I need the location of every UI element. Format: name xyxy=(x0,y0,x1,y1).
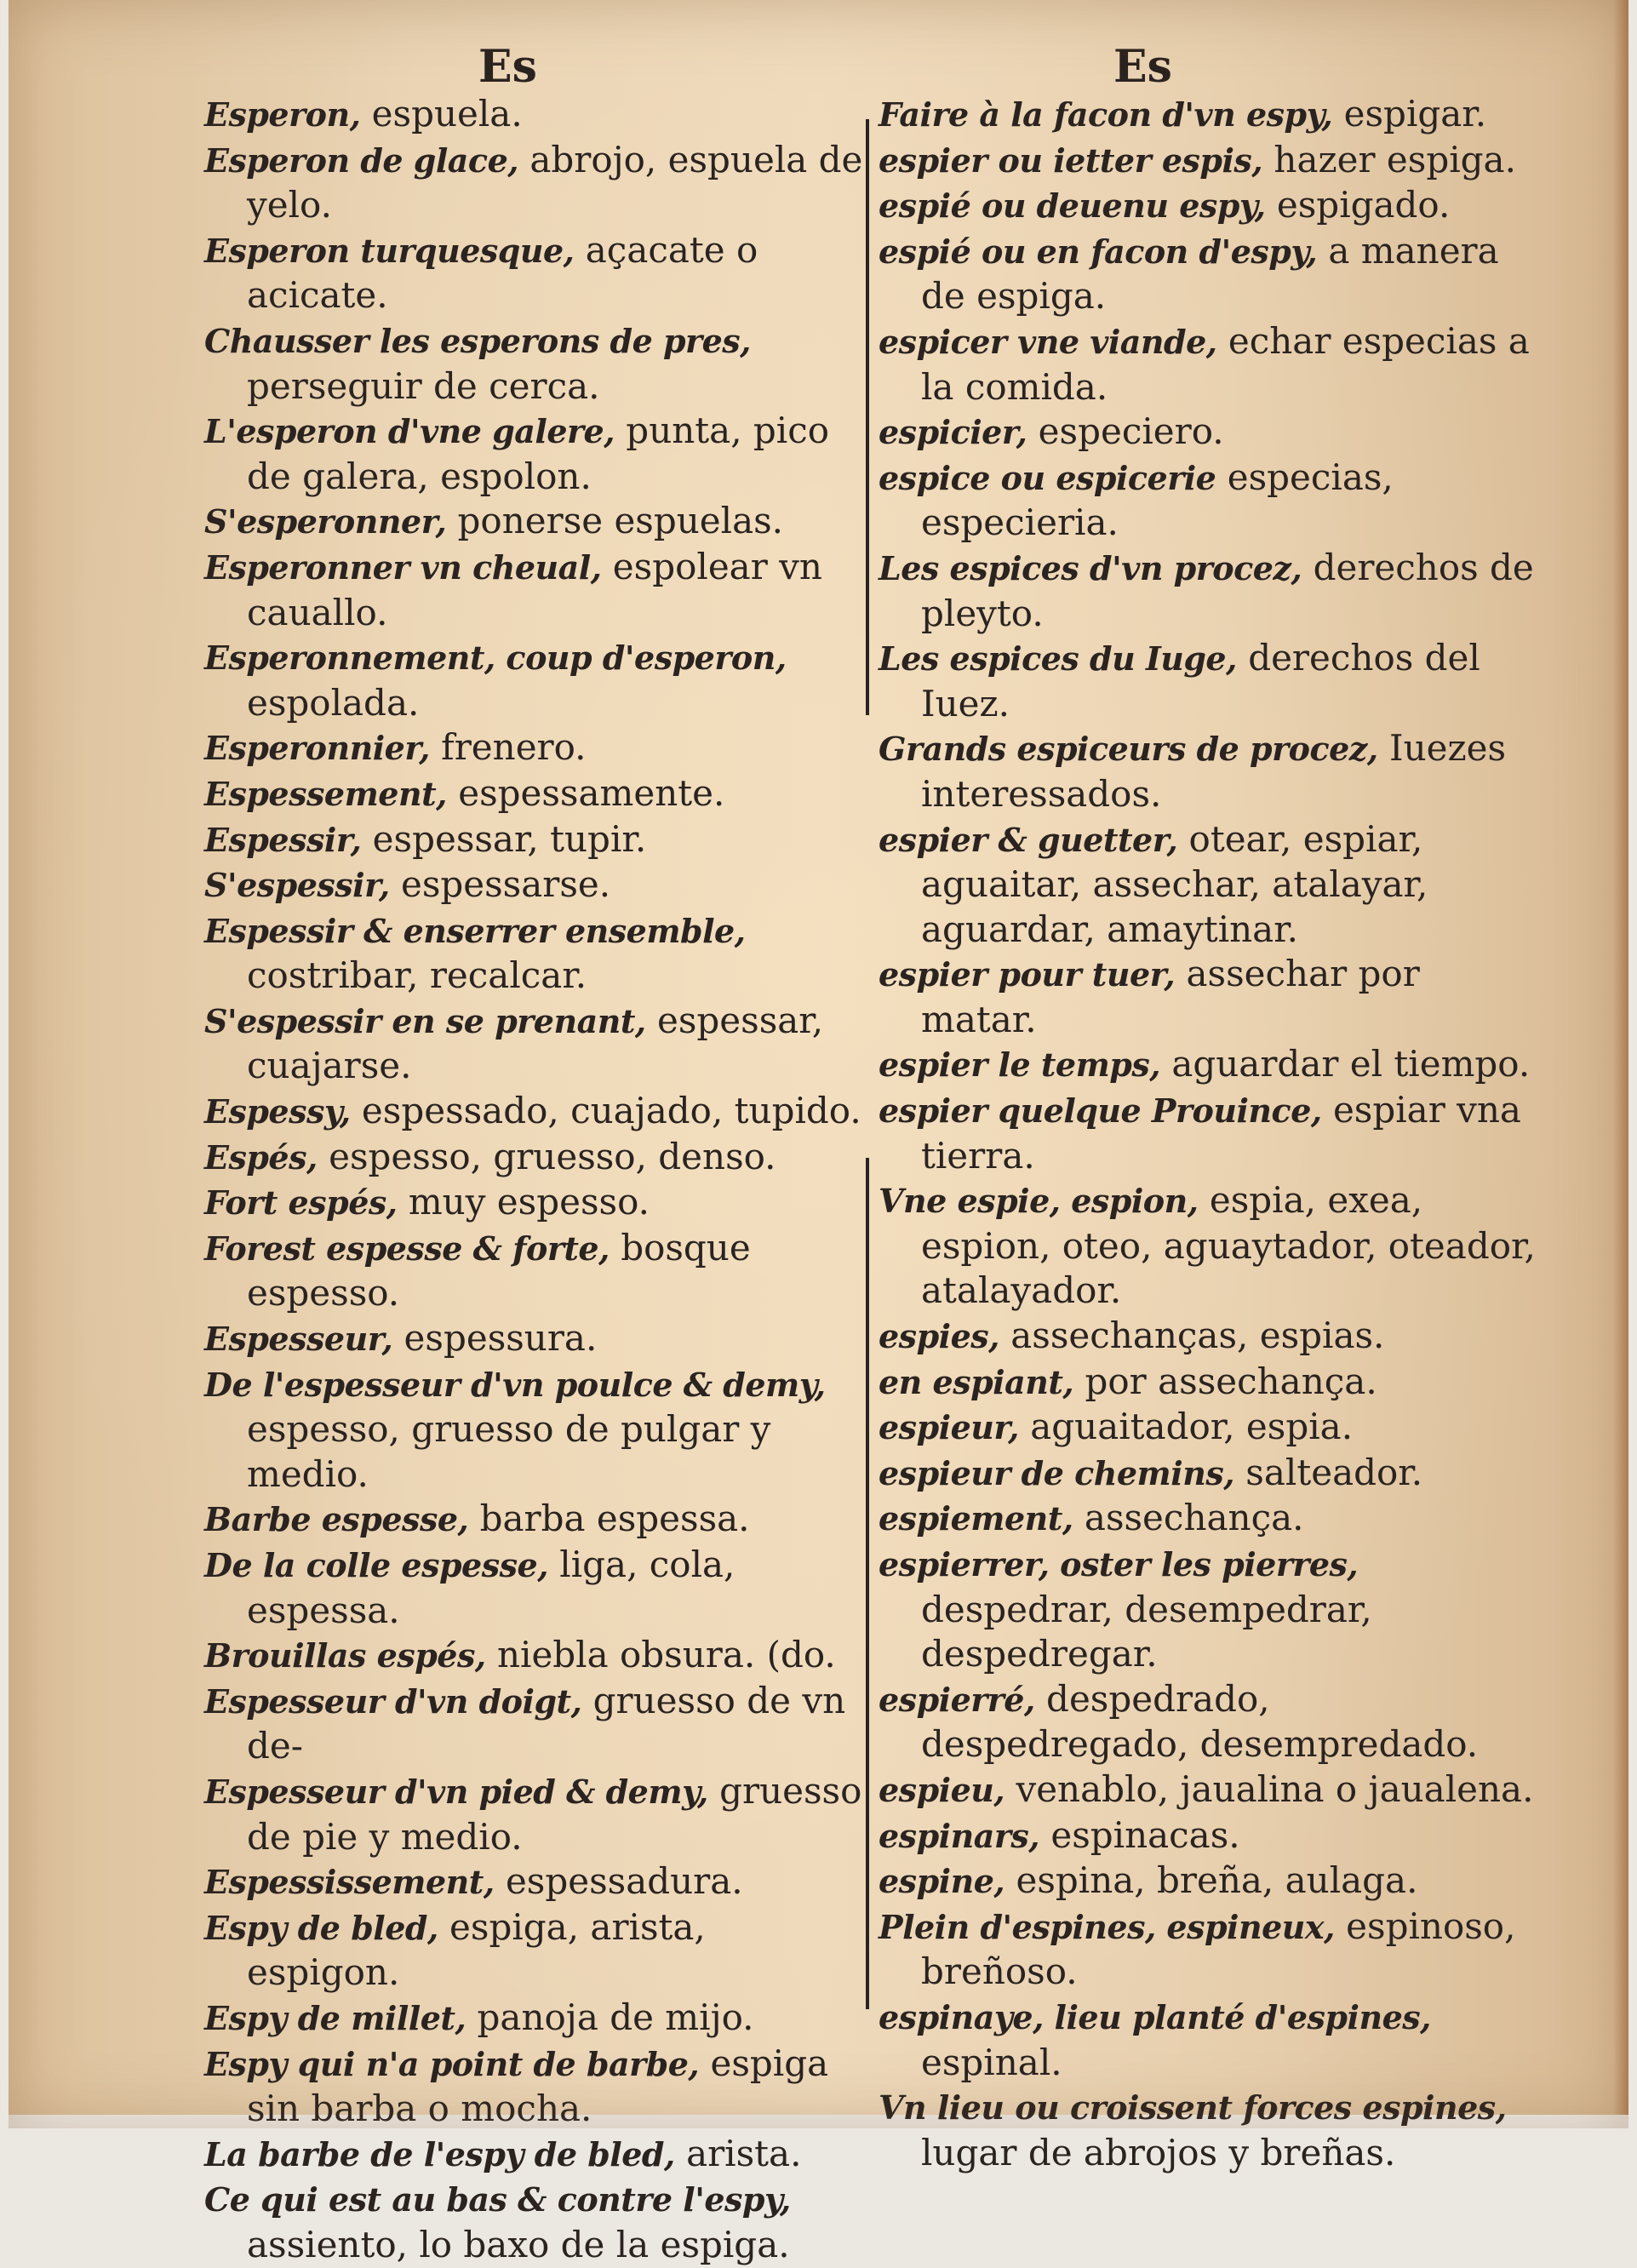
dictionary-entry xyxy=(204,908,868,999)
entry-term: en espiant, xyxy=(879,1362,1074,1401)
entry-definition: espessar, tupir. xyxy=(361,817,647,860)
entry-definition: ponerse espuelas. xyxy=(446,500,784,542)
entry-definition: assechanças, espias. xyxy=(999,1314,1385,1357)
entry-definition: espesso, gruesso de pulgar y medio. xyxy=(247,1408,771,1495)
dictionary-entry xyxy=(879,92,1543,138)
dictionary-entry xyxy=(879,546,1543,636)
entry-term: De l'espesseur d'vn poulce & demy, xyxy=(204,1365,826,1404)
entry-definition: abrojo, espuela de yelo. xyxy=(247,138,863,226)
entry-definition: barba espessa. xyxy=(468,1498,750,1540)
entry-definition: aguardar el tiempo. xyxy=(1159,1043,1531,1085)
entry-term: espierré, xyxy=(879,1680,1035,1719)
dictionary-entry xyxy=(204,635,868,725)
entry-definition: gruesso de pie y medio. xyxy=(247,1769,862,1858)
dictionary-entry xyxy=(879,410,1543,455)
dictionary-entry xyxy=(204,1226,868,1316)
entry-definition: hazer espiga. xyxy=(1262,138,1516,180)
dictionary-entry xyxy=(204,862,868,908)
dictionary-entry xyxy=(879,1995,1543,2085)
entry-definition: lugar de abrojos y breñas. xyxy=(921,2131,1396,2174)
dictionary-entry xyxy=(879,229,1543,319)
entry-definition: otear, espiar, aguaitar, assechar, atalayar, aguardar, amaytinar. xyxy=(921,817,1428,950)
dictionary-entry xyxy=(204,2132,868,2178)
dictionary-entry xyxy=(879,1042,1543,1088)
dictionary-entry xyxy=(204,817,868,863)
entry-term: espine, xyxy=(879,1862,1005,1901)
dictionary-entry xyxy=(204,1996,868,2042)
entry-term: espier pour tuer, xyxy=(879,955,1176,994)
entry-definition: espiga, arista, espigon. xyxy=(247,1905,706,1994)
left-column xyxy=(204,92,868,2268)
dictionary-entry xyxy=(879,726,1543,816)
dictionary-entry xyxy=(879,1813,1543,1859)
entry-term: Vn lieu ou croissent forces espines, xyxy=(879,2088,1507,2128)
dictionary-entry xyxy=(879,1677,1543,1767)
entry-term: S'espessir en se prenant, xyxy=(204,1001,646,1040)
entry-term: Grands espiceurs de procez, xyxy=(879,730,1378,769)
entry-definition: espessadura. xyxy=(494,1860,743,1903)
dictionary-entry xyxy=(879,1858,1543,1904)
dictionary-entry xyxy=(204,1362,868,1498)
entry-definition: espigado. xyxy=(1265,184,1451,226)
entry-term: espinaye, lieu planté d'espines, xyxy=(879,1997,1431,2036)
dictionary-entry xyxy=(879,1178,1543,1314)
entry-term: Esperon de glace, xyxy=(204,140,518,180)
dictionary-entry xyxy=(879,1451,1543,1497)
entry-definition: espolada. xyxy=(247,681,420,724)
dictionary-entry xyxy=(879,1767,1543,1813)
entry-term: Les espices d'vn procez, xyxy=(879,548,1302,587)
entry-term: Espy qui n'a point de barbe, xyxy=(204,2044,700,2083)
entry-definition: espessar, cuajarse. xyxy=(247,999,824,1087)
entry-definition: espina, breña, aulaga. xyxy=(1005,1859,1418,1902)
entry-definition: aguaitador, espia. xyxy=(1018,1406,1354,1448)
entry-term: Espessy, xyxy=(204,1092,351,1131)
entry-term: Faire à la facon d'vn espy, xyxy=(879,95,1333,134)
entry-definition: especiero. xyxy=(1027,410,1224,453)
entry-definition: espessarse. xyxy=(389,863,611,906)
dictionary-entry xyxy=(204,2177,868,2267)
entry-term: Ce qui est au bas & contre l'espy, xyxy=(204,2180,791,2219)
entry-term: Barbe espesse, xyxy=(204,1500,469,1539)
right-column xyxy=(879,92,1543,2175)
dictionary-entry xyxy=(204,228,868,318)
entry-definition: venablo, jaualina o jaualena. xyxy=(1005,1767,1534,1810)
dictionary-entry xyxy=(879,319,1543,410)
dictionary-entry xyxy=(204,2042,868,2132)
entry-definition: espinoso, breñoso. xyxy=(921,1904,1516,1993)
entry-term: Espessissement, xyxy=(204,1863,495,1902)
entry-definition: assiento, lo baxo de la espiga. xyxy=(247,2223,790,2265)
entry-definition: assechar por matar. xyxy=(921,953,1420,1040)
entry-term: De la colle espesse, xyxy=(204,1546,548,1584)
entry-definition: espolear vn cauallo. xyxy=(247,545,822,633)
dictionary-entry xyxy=(204,1497,868,1543)
entry-term: Espesseur d'vn pied & demy, xyxy=(204,1772,708,1811)
entry-definition: bosque espesso. xyxy=(247,1226,751,1314)
entry-term: Espés, xyxy=(204,1137,318,1177)
entry-term: espieu, xyxy=(879,1770,1005,1809)
dictionary-entry xyxy=(204,771,868,817)
dictionary-entry xyxy=(879,1314,1543,1360)
entry-definition: espessado, cuajado, tupido. xyxy=(350,1090,861,1132)
entry-definition: liga, cola, espessa. xyxy=(247,1544,736,1631)
entry-term: S'espessir, xyxy=(204,866,390,905)
dictionary-entry xyxy=(879,817,1543,953)
entry-term: espié ou en facon d'espy, xyxy=(879,232,1318,271)
entry-term: Esperonnement, coup d'esperon, xyxy=(204,639,787,678)
dictionary-entry xyxy=(879,952,1543,1042)
dictionary-entry xyxy=(879,183,1543,229)
entry-term: espinars, xyxy=(879,1816,1039,1855)
entry-term: Brouillas espés, xyxy=(204,1636,486,1675)
entry-definition: açacate o acicate. xyxy=(247,228,758,317)
dictionary-entry xyxy=(879,1496,1543,1542)
entry-term: espicer vne viande, xyxy=(879,322,1217,361)
dictionary-entry xyxy=(879,1904,1543,1995)
entry-term: espies, xyxy=(879,1317,999,1356)
dictionary-entry xyxy=(879,2085,1543,2175)
entry-term: Espessir, xyxy=(204,820,362,859)
dictionary-entry xyxy=(204,1135,868,1181)
entry-definition: panoja de mijo. xyxy=(466,1996,754,2038)
dictionary-entry xyxy=(204,1859,868,1905)
page-edge xyxy=(1613,0,1628,2128)
entry-definition: espesso, gruesso, denso. xyxy=(317,1135,776,1177)
entry-definition: espigar. xyxy=(1332,93,1487,135)
entry-definition: niebla obsura. (do. xyxy=(485,1634,836,1676)
entry-term: espieur de chemins, xyxy=(879,1453,1234,1492)
entry-definition: gruesso de vn de- xyxy=(247,1679,846,1767)
dictionary-entry xyxy=(204,1633,868,1679)
entry-term: Fort espés, xyxy=(204,1183,398,1223)
entry-definition: punta, pico de galera, espolon. xyxy=(247,410,830,497)
entry-definition: despedrar, desempedrar, despedregar. xyxy=(921,1588,1372,1675)
entry-definition: derechos de pleyto. xyxy=(921,546,1534,634)
entry-term: Espessir & enserrer ensemble, xyxy=(204,911,746,950)
dictionary-entry xyxy=(204,1905,868,1996)
entry-term: Espesseur, xyxy=(204,1320,393,1359)
entry-definition: espinacas. xyxy=(1039,1813,1240,1856)
entry-term: espice ou espicerie xyxy=(879,458,1216,497)
dictionary-entry xyxy=(204,409,868,499)
entry-definition: derechos del Iuez. xyxy=(921,637,1480,724)
entry-term: Espesseur d'vn doigt, xyxy=(204,1681,582,1721)
dictionary-entry xyxy=(204,1316,868,1362)
entry-term: Les espices du Iuge, xyxy=(879,639,1237,679)
dictionary-entry xyxy=(879,1405,1543,1451)
entry-definition: espessura. xyxy=(392,1317,598,1360)
dictionary-entry xyxy=(204,1180,868,1226)
entry-term: espié ou deuenu espy, xyxy=(879,186,1266,226)
dictionary-entry xyxy=(204,318,868,409)
entry-definition: espiga sin barba o mocha. xyxy=(247,2042,829,2130)
entry-term: Forest espesse & forte, xyxy=(204,1228,610,1268)
entry-term: Esperon, xyxy=(204,95,361,134)
entry-definition: espiar vna tierra. xyxy=(921,1089,1521,1177)
entry-term: espieur, xyxy=(879,1408,1019,1447)
entry-definition: espuela. xyxy=(360,93,523,135)
entry-definition: perseguir de cerca. xyxy=(247,364,600,407)
entry-definition: assechança. xyxy=(1073,1497,1304,1539)
entry-definition: especias, especieria. xyxy=(921,455,1394,544)
entry-definition: espia, exea, espion, oteo, aguaytador, oteador, atalayador. xyxy=(921,1179,1536,1312)
dictionary-entry xyxy=(204,1543,868,1633)
entry-term: espiement, xyxy=(879,1499,1073,1538)
entry-term: Esperonnier, xyxy=(204,729,430,768)
entry-term: espier le temps, xyxy=(879,1045,1160,1085)
entry-term: Vne espie, espion, xyxy=(879,1182,1199,1221)
right-running-head: Es xyxy=(1113,41,1172,93)
dictionary-entry xyxy=(204,1089,868,1135)
dictionary-entry xyxy=(204,545,868,635)
entry-definition: espinal. xyxy=(921,2041,1062,2083)
entry-term: Plein d'espines, espineux, xyxy=(879,1907,1335,1946)
entry-term: espicier, xyxy=(879,413,1027,452)
entry-term: Espy de bled, xyxy=(204,1908,438,1947)
left-running-head: Es xyxy=(478,41,537,93)
entry-definition: arista. xyxy=(674,2132,802,2174)
entry-term: Espessement, xyxy=(204,774,447,813)
entry-definition: espessamente. xyxy=(446,771,725,814)
entry-term: Chausser les esperons de pres, xyxy=(204,321,751,360)
entry-term: Esperonner vn cheual, xyxy=(204,547,602,587)
dictionary-entry xyxy=(879,1088,1543,1178)
dictionary-entry xyxy=(879,1360,1543,1406)
entry-definition: a manera de espiga. xyxy=(921,229,1499,318)
entry-definition: frenero. xyxy=(429,726,587,769)
entry-term: La barbe de l'espy de bled, xyxy=(204,2134,675,2174)
entry-definition: por assechança. xyxy=(1073,1360,1377,1402)
entry-definition: echar especias a la comida. xyxy=(921,319,1530,408)
dictionary-entry xyxy=(204,499,868,545)
dictionary-entry xyxy=(204,1679,868,1769)
entry-definition: muy espesso. xyxy=(397,1181,650,1223)
dictionary-entry xyxy=(879,1542,1543,1677)
dictionary-entry xyxy=(879,455,1543,546)
entry-definition: Iuezes interessados. xyxy=(921,727,1507,815)
entry-term: Esperon turquesque, xyxy=(204,231,575,270)
book-page xyxy=(9,0,1628,2265)
entry-term: L'esperon d'vne galere, xyxy=(204,412,615,451)
dictionary-entry xyxy=(204,92,868,138)
dictionary-entry xyxy=(204,1769,868,1859)
entry-definition: salteador. xyxy=(1233,1451,1423,1493)
dictionary-entry xyxy=(879,636,1543,726)
dictionary-entry xyxy=(879,138,1543,184)
dictionary-entry xyxy=(204,138,868,228)
entry-term: S'esperonner, xyxy=(204,502,447,541)
entry-term: Espy de millet, xyxy=(204,1998,466,2037)
entry-definition: despedrado, despedregado, desempredado. xyxy=(921,1677,1479,1766)
entry-term: espier & guetter, xyxy=(879,820,1178,859)
entry-definition: costribar, recalcar. xyxy=(247,954,587,997)
entry-term: espier quelque Prouince, xyxy=(879,1091,1322,1131)
dictionary-entry xyxy=(204,999,868,1089)
entry-term: espier ou ietter espis, xyxy=(879,140,1263,180)
entry-term: espierrer, oster les pierres, xyxy=(879,1545,1359,1584)
dictionary-entry xyxy=(204,725,868,771)
